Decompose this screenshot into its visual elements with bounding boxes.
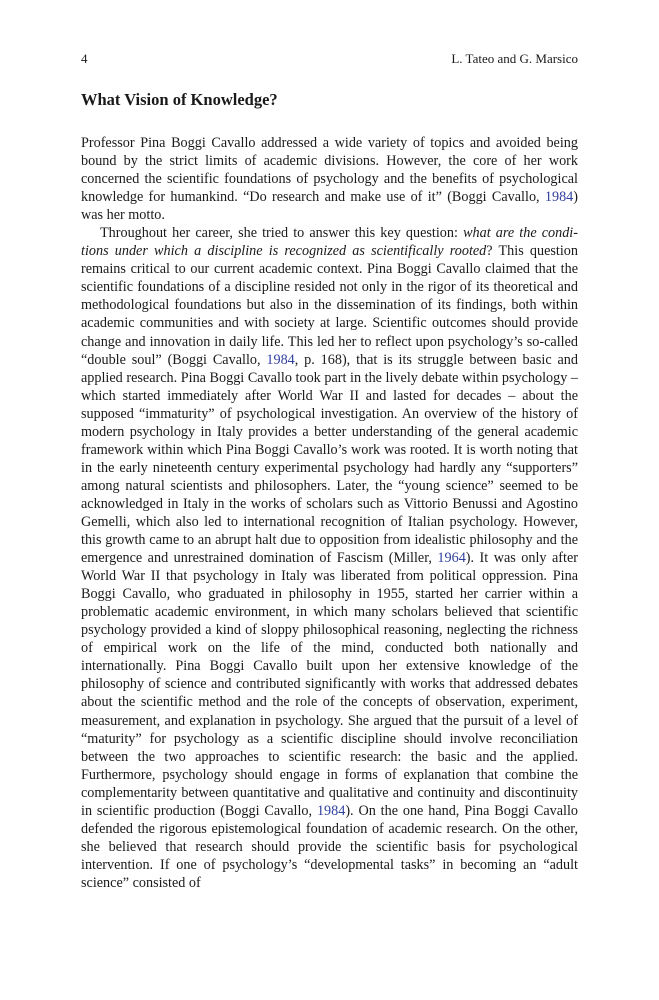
paragraph-2-text-3: , p. 168), that is its struggle between basic and applied research. Pina Boggi Cavallo took part in the lively debate within psychology – which started immediately after World War II and lasted for decades – about the supposed “immaturity” of psychological investigation. An overview of the history of modern psychology in Italy provides a better understanding of the general academic framework within which Pina Boggi Cavallo’s work was rooted. It is worth noting that in the early nineteenth century experimental psychology had hardly any “supporters” among natural scientists and philosophers. Later, the “young science” seemed to be acknowledged in Italy in the works of scholars such as Vittorio Benussi and Agostino Gemelli, which also led to international recognition of Italian psychology. However, this growth came to an abrupt halt due to opposition from idealistic philosophy and the emergence and unrestrained domination of Fascism (Miller, — [81, 351, 578, 567]
section-title: What Vision of Knowledge? — [81, 90, 278, 109]
paragraph-1-text-2: ) was her motto. — [81, 189, 578, 224]
citation-link-miller-1964[interactable]: 1964 — [437, 550, 466, 567]
paragraph-1 — [81, 134, 578, 224]
citation-link-boggi-cavallo-1984[interactable]: 1984 — [316, 802, 346, 819]
paragraph-2-text-2: ? This question remains critical to our current academic context. Pina Boggi Cavallo claimed that the scientific foundations of a discipline resided not only in the rigor of its theoretical and methodological foundations but also in the dissemination of its findings, both within academic communities and with society at large. Scientific outcomes should provide change and innovation in daily life. This led her to reflect upon psychology’s so-called “double soul” (Boggi Cavallo, — [81, 243, 578, 368]
paragraph-1-text-1: Professor Pina Boggi Cavallo addressed a wide variety of topics and avoided being bound by the strict limits of academic divisions. However, the core of her work concerned the scientific foundations of psychology and the benefits of psychological knowledge for humankind. “Do research and make use of it” (Boggi Cavallo, — [81, 135, 578, 206]
citation-link-boggi-cavallo-1984[interactable]: 1984 — [266, 351, 295, 368]
running-head-authors: L. Tateo and G. Marsico — [451, 51, 578, 66]
paragraph-2-text-5: ). On the one hand, Pina Boggi Cavallo defended the rigorous epistemological foundation of academic research. On the other, she believed that research should provide the scientific basis for psychological intervention. If one of psychology’s “developmental tasks” in becoming an “adult science” consisted of — [81, 802, 578, 891]
body-text — [81, 134, 578, 892]
page-number: 4 — [81, 51, 88, 66]
paragraph-2-text-1: Throughout her career, she tried to answer this key question: — [100, 225, 464, 242]
citation-link-boggi-cavallo-1984[interactable]: 1984 — [544, 189, 574, 206]
paragraph-2-text-4: ). It was only after World War II that psychology in Italy was liberated from political oppression. Pina Boggi Cavallo, who graduated in philosophy in 1955, started her carrier within a problematic academic environment, in which many scholars believed that scientific psychology provided a kind of sloppy philosophical reasoning, neglecting the richness of empirical work on the life of the mind, conducted both nationally and internationally. Pina Boggi Cavallo built upon her extensive knowledge of the philosophy of science and contributed significantly with works that addressed debates about the scientific method and the role of the concepts of observation, experiment, measurement, and explanation in psychology. She argued that the pursuit of a level of “maturity” for psychology as a scientific discipline should involve reconciliation between the two approaches to scientific research: the basic and the applied. Furthermore, psychology should engage in forms of explanation that combine the complementarity between quantitative and qualitative and continuity and discontinuity in scientific production (Boggi Cavallo, — [81, 550, 578, 819]
paragraph-2 — [81, 224, 578, 892]
key-question-italic: what are the conditions under which a discipline is recognized as scientifically rooted — [81, 225, 578, 260]
